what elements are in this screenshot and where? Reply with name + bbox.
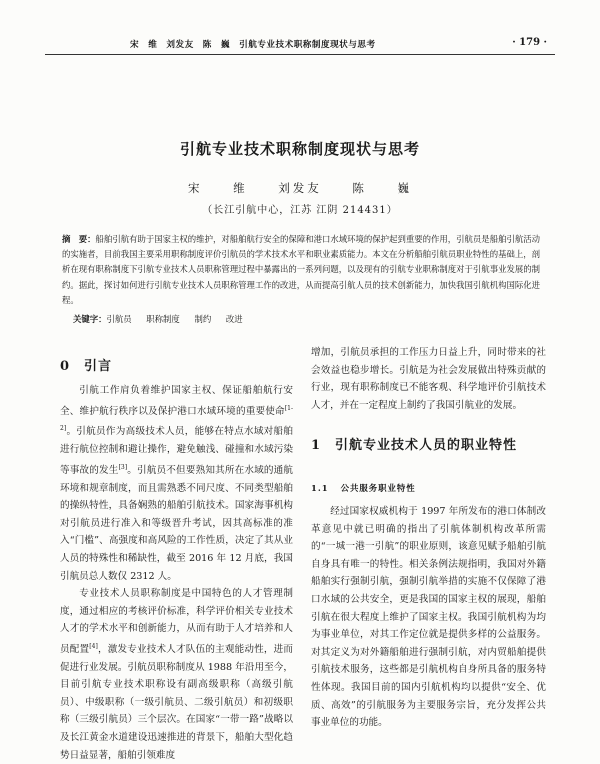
section-title: 引言 <box>84 359 113 374</box>
text-run: 。引航员作为高级技术人员，能够在特点水域对船舶进行航位控制和避让操作，避免触浅、碰撞和水域污染等事故的发生 <box>60 426 293 476</box>
text-run: 专业技术人员职称制度是中国特色的人才管理制度，通过相应的考核评价标准，科学评价相关专业技术人才的学术水平和创新能力，从而有助于人才培养和人员配置 <box>60 588 293 656</box>
keywords-label: 关键字： <box>73 314 107 324</box>
article-title: 引航专业技术职称制度现状与思考 <box>179 140 420 158</box>
citation: [1-2] <box>60 404 293 433</box>
right-column-body <box>311 503 546 732</box>
abstract-label: 摘 要： <box>62 234 96 244</box>
subsection-title: 公共服务职业特性 <box>340 483 416 493</box>
citation: [4] <box>89 642 98 650</box>
citation: [3] <box>118 463 128 471</box>
keywords <box>73 313 243 325</box>
subsection-number: 1.1 <box>311 483 329 493</box>
running-head: 宋 维 刘发友 陈 巍 引航专业技术职称制度现状与思考 <box>130 40 376 50</box>
text-run: 。引航员不但要熟知其所在水域的通航环境和规章制度，而且需熟悉不同尺度、不同类型船舶的操纵特性，具备娴熟的船舶引航技术。国家海事机构对引航员进行准入和等级晋升考试，因其高标准的准入“门槛”、高强度和高风险的工作性质，决定了其从业人员的特殊性和稀缺性，截至 2016 年 12 月底，我国引航员总人数仅 2312 人。 <box>60 464 294 582</box>
subsection-heading-1-1 <box>311 482 416 494</box>
paragraph <box>60 382 293 585</box>
section-title: 引航专业技术人员的职业特性 <box>335 438 518 453</box>
authors: 宋 维 刘发友 陈 巍 <box>187 181 413 195</box>
left-column <box>60 382 293 764</box>
right-column-top <box>311 344 546 414</box>
section-number: 0 <box>60 359 71 374</box>
abstract-text: 船舶引航有助于国家主权的维护，对船舶航行安全的保障和港口水域环境的保护起到重要的作用，引航员是船舶引航活动的实施者，目前我国主要采用职称制度评价引航员的学术技术水平和职业素质能力。本文在分析船舶引航员职业特性的基础上，剖析在现有职称制度下引航专业技术人员职称管理过程中暴露出的一系列问题，以及现有的引航专业职称制度对于引航事业发展的制约。据此，探讨如何进行引航专业技术人员职称管理工作的改进，从而提高引航人员的技术创新能力，加快我国引航机构国际化进程。 <box>62 234 540 305</box>
paragraph: 经过国家权威机构于 1997 年所发布的港口体制改革意见中就已明确的指出了引航体制机构改革所需的“一城一港一引航”的职业原则，该意见赋予船舶引航自身具有唯一的特性。相关条例法规指明，我国对外籍船舶实行强制引航，强制引航举措的实施不仅保障了港口水域的公共安全，更是我国的国家主权的展现，船舶引航在很大程度上维护了国家主权。我国引航机构为均为事业单位，对其工作定位就是提供多样的公益服务。对其定义为对外籍船舶进行强制引航，对内贸船舶提供引航技术服务，这些都是引航机构自身所具备的服务特性体现。我国目前的国内引航机构均以提供“安全、优质、高效”的引航服务为主要服务宗旨，充分发挥公共事业单位的功能。 <box>311 506 546 729</box>
text-run: ，激发专业技术人才队伍的主观能动性，进而促进行业发展。引航员职称制度从 1988 年沿用至今，目前引航专业技术职称设有副高级职称（高级引航员）、中级职称（一级引航员、二级引航员）和初级职称（三级引航员）三个层次。在国家“一带一路”战略以及长江黄金水道建设迅速推进的背景下，船舶大型化趋势日益显著，船舶引领难度 <box>60 644 294 761</box>
paragraph: 增加，引航员承担的工作压力日益上升，同时带来的社会效益也稳步增长。引航是为社会发展做出特殊贡献的行业，现有职称制度已不能客观、科学地评价引航技术人才，并在一定程度上制约了我国引航业的发展。 <box>311 347 546 411</box>
header-rule <box>45 54 555 55</box>
abstract <box>62 232 540 308</box>
section-heading-intro <box>60 355 112 374</box>
section-heading-1 <box>311 434 517 453</box>
page-number: · 179 · <box>512 37 547 48</box>
paragraph <box>60 585 293 764</box>
keywords-text: 引航员 职称制度 制约 改进 <box>106 314 243 324</box>
section-number: 1 <box>311 438 322 453</box>
affiliation: （长江引航中心，江苏 江阴 214431） <box>202 205 398 216</box>
text-run: 引航工作肩负着维护国家主权、保证船舶航行安全、维护航行秩序以及保护港口水域环境的重要使命 <box>60 385 293 417</box>
